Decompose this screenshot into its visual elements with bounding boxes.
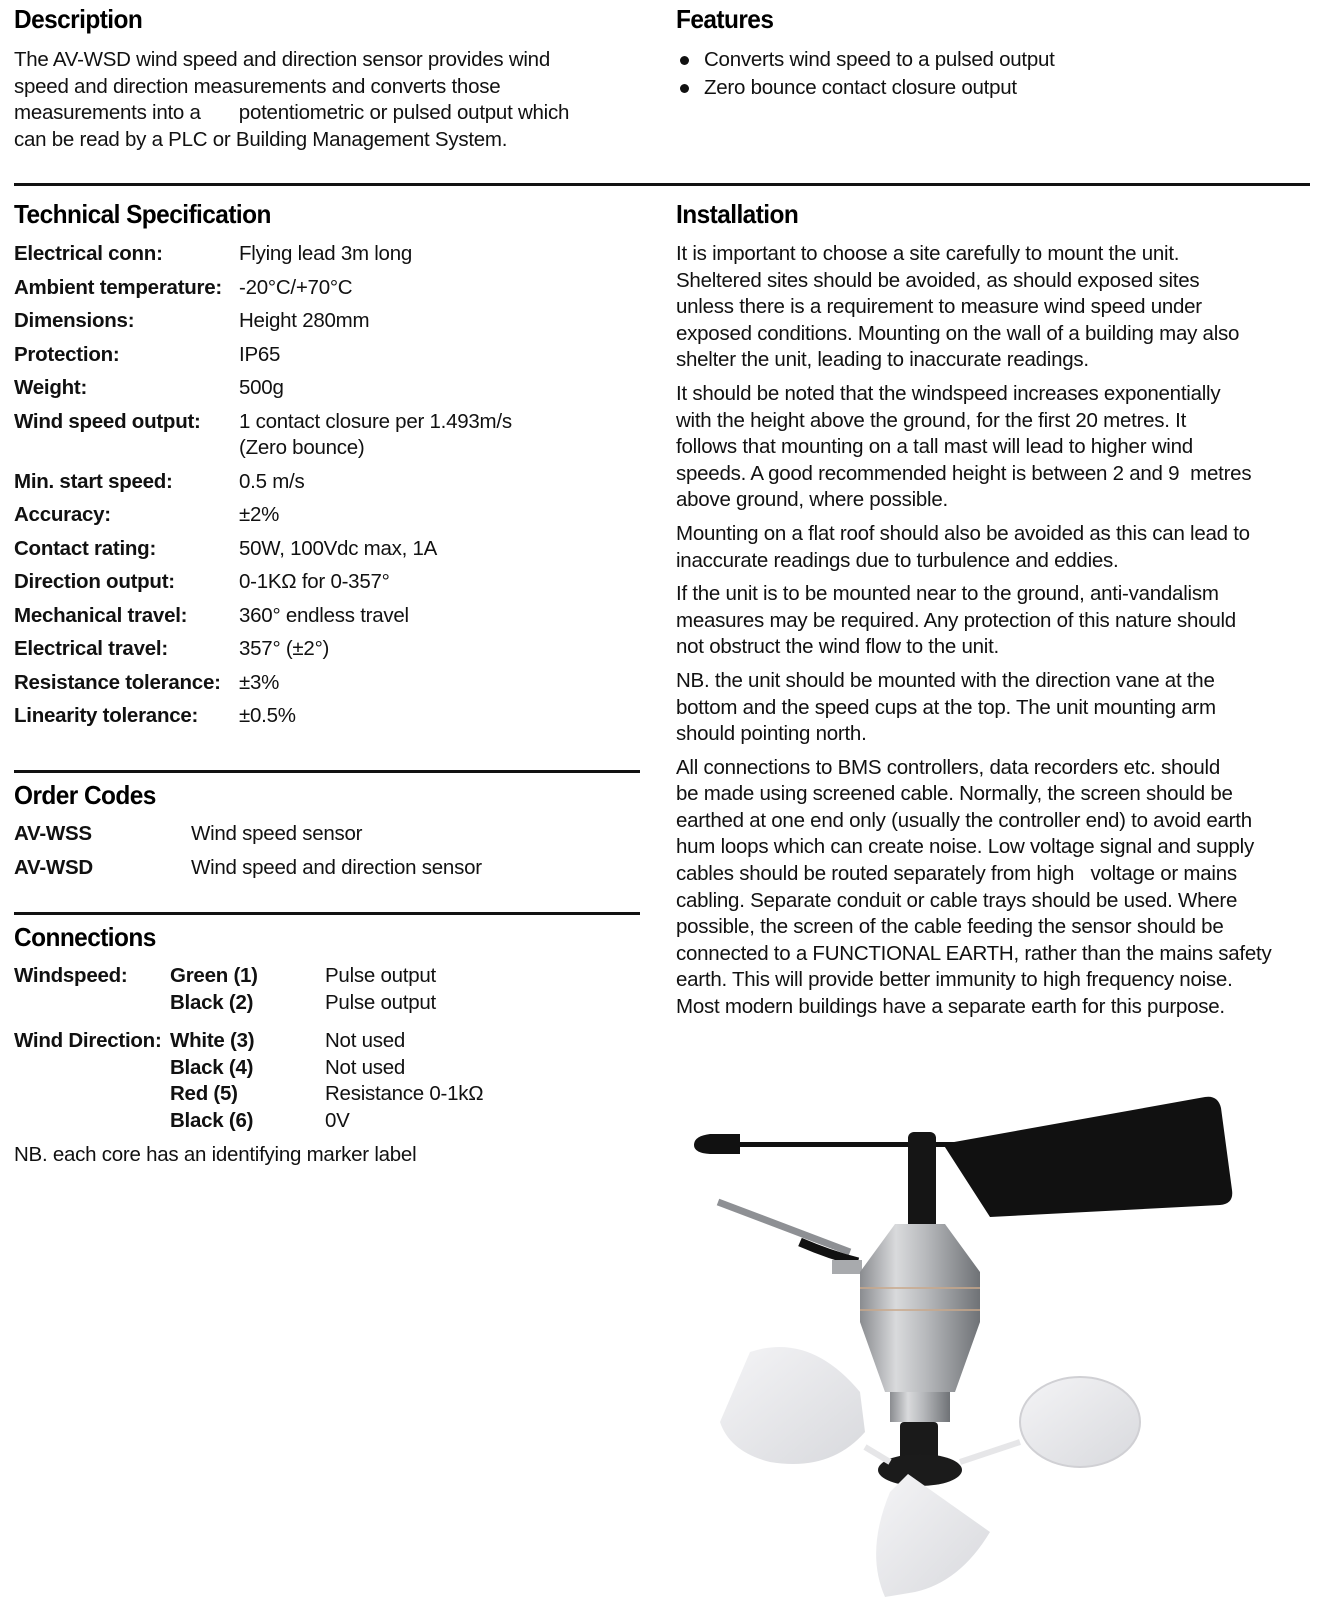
description-text bbox=[14, 47, 640, 153]
order-codes-heading: Order Codes bbox=[14, 780, 156, 810]
installation-line: above ground, where possible. bbox=[676, 488, 948, 512]
spec-value: ±0.5% bbox=[239, 704, 296, 727]
wire-label: Black (4) bbox=[170, 1055, 254, 1079]
spec-row bbox=[14, 703, 640, 730]
spec-label: Ambient temperature: bbox=[14, 275, 223, 299]
spec-row bbox=[14, 409, 640, 462]
installation-heading: Installation bbox=[676, 199, 799, 229]
wire-function: Pulse output bbox=[325, 964, 436, 987]
wire-label: Black (6) bbox=[170, 1108, 254, 1132]
installation-line: hum loops which can create noise. Low voltage signal and supply bbox=[676, 835, 1254, 859]
connection-group-label: Windspeed: bbox=[14, 964, 128, 987]
description-line: The AV-WSD wind speed and direction sensor provides wind bbox=[14, 48, 550, 71]
spec-label: Mechanical travel: bbox=[14, 603, 188, 627]
connection-group-windspeed bbox=[14, 963, 640, 1016]
spec-row bbox=[14, 536, 640, 563]
installation-line: Mounting on a flat roof should also be avoided as this can lead to bbox=[676, 521, 1250, 545]
installation-line: with the height above the ground, for the first 20 metres. It bbox=[676, 408, 1187, 432]
order-code-row bbox=[14, 855, 640, 882]
spec-row bbox=[14, 241, 640, 268]
installation-line: shelter the unit, leading to inaccurate readings. bbox=[676, 348, 1089, 372]
spec-label: Electrical travel: bbox=[14, 637, 168, 660]
order-code-description: Wind speed and direction sensor bbox=[191, 855, 482, 879]
features-list bbox=[676, 46, 1316, 102]
connections-section bbox=[14, 922, 640, 1169]
installation-paragraph bbox=[676, 381, 1316, 514]
installation-line: Most modern buildings have a separate earth for this purpose. bbox=[676, 995, 1225, 1019]
connections-table bbox=[14, 963, 640, 1169]
installation-paragraph bbox=[676, 241, 1316, 374]
installation-line: All connections to BMS controllers, data recorders etc. should bbox=[676, 755, 1220, 779]
connections-note: NB. each core has an identifying marker label bbox=[14, 1143, 417, 1166]
description-line: can be read by a PLC or Building Management System. bbox=[14, 127, 508, 151]
product-image bbox=[690, 1092, 1270, 1602]
direction-vane bbox=[694, 1097, 1232, 1232]
spec-label: Contact rating: bbox=[14, 536, 157, 560]
order-codes-table bbox=[14, 821, 640, 881]
spec-value: 50W, 100Vdc max, 1A bbox=[239, 536, 438, 560]
spec-value: 357° (±2°) bbox=[239, 637, 330, 660]
wire-function: 0V bbox=[325, 1108, 350, 1132]
installation-line: earth. This will provide better immunity to high frequency noise. bbox=[676, 968, 1233, 992]
spec-label: Resistance tolerance: bbox=[14, 670, 221, 694]
spec-value: 360° endless travel bbox=[239, 603, 409, 627]
section-divider bbox=[14, 912, 640, 915]
feature-item bbox=[676, 46, 1316, 74]
spec-row bbox=[14, 670, 640, 697]
description-heading: Description bbox=[14, 4, 143, 34]
spec-value: ±2% bbox=[239, 503, 280, 526]
feature-text: Converts wind speed to a pulsed output bbox=[704, 48, 1055, 71]
feature-item bbox=[676, 74, 1316, 102]
installation-line: be made using screened cable. Normally, the screen should be bbox=[676, 782, 1233, 806]
wire-function: Not used bbox=[325, 1029, 406, 1052]
installation-line: Sheltered sites should be avoided, as should exposed sites bbox=[676, 268, 1200, 292]
connection-row bbox=[14, 963, 640, 990]
wire-function: Resistance 0-1kΩ bbox=[325, 1082, 484, 1105]
spec-value: -20°C/+70°C bbox=[239, 275, 353, 299]
spec-label: Weight: bbox=[14, 376, 88, 399]
connection-row bbox=[14, 1055, 640, 1082]
installation-line: unless there is a requirement to measure wind speed under bbox=[676, 295, 1202, 319]
description-line: measurements into a potentiometric or pulsed output which bbox=[14, 101, 570, 125]
section-divider bbox=[14, 183, 1310, 186]
installation-paragraph bbox=[676, 581, 1316, 661]
installation-line: exposed conditions. Mounting on the wall of a building may also bbox=[676, 321, 1240, 345]
section-divider bbox=[14, 770, 640, 773]
installation-section bbox=[676, 199, 1316, 1028]
bullet-icon bbox=[680, 84, 689, 93]
order-code: AV-WSD bbox=[14, 855, 93, 879]
spec-table bbox=[14, 241, 640, 730]
spec-label: Wind speed output: bbox=[14, 409, 201, 433]
connection-group-label: Wind Direction: bbox=[14, 1029, 162, 1052]
features-section bbox=[676, 4, 1316, 102]
installation-line: NB. the unit should be mounted with the direction vane at the bbox=[676, 668, 1215, 692]
technical-specification-section bbox=[14, 199, 640, 737]
installation-line: measures may be required. Any protection of this nature should bbox=[676, 608, 1236, 632]
spec-row bbox=[14, 275, 640, 302]
spec-label: Accuracy: bbox=[14, 503, 111, 526]
installation-line: should pointing north. bbox=[676, 722, 867, 746]
spec-label: Dimensions: bbox=[14, 309, 135, 332]
wire-label: White (3) bbox=[170, 1029, 255, 1052]
connection-row bbox=[14, 990, 640, 1017]
installation-line: It should be noted that the windspeed increases exponentially bbox=[676, 381, 1221, 405]
connection-row bbox=[14, 1108, 640, 1135]
installation-line: earthed at one end only (usually the controller end) to avoid earth bbox=[676, 808, 1252, 832]
spec-row bbox=[14, 636, 640, 663]
installation-paragraph bbox=[676, 521, 1316, 574]
spec-value: IP65 bbox=[239, 342, 281, 366]
installation-line: cables should be routed separately from high voltage or mains bbox=[676, 862, 1237, 886]
installation-line: If the unit is to be mounted near to the ground, anti-vandalism bbox=[676, 582, 1219, 606]
bullet-icon bbox=[680, 56, 689, 65]
technical-specification-heading: Technical Specification bbox=[14, 199, 271, 229]
spec-label: Linearity tolerance: bbox=[14, 704, 199, 727]
installation-line: bottom and the speed cups at the top. The unit mounting arm bbox=[676, 695, 1216, 719]
spec-label: Min. start speed: bbox=[14, 469, 173, 493]
spec-row bbox=[14, 375, 640, 402]
spec-row bbox=[14, 469, 640, 496]
spec-row bbox=[14, 342, 640, 369]
spec-value: ±3% bbox=[239, 670, 280, 694]
connections-heading: Connections bbox=[14, 922, 156, 952]
installation-line: possible, the screen of the cable feeding the sensor should be bbox=[676, 915, 1224, 939]
spec-value: 500g bbox=[239, 376, 284, 399]
wire-label: Black (2) bbox=[170, 990, 254, 1014]
spec-row bbox=[14, 502, 640, 529]
order-codes-section bbox=[14, 780, 640, 888]
order-code-row bbox=[14, 821, 640, 848]
spec-value: 1 contact closure per 1.493m/s (Zero bounce) bbox=[239, 409, 512, 459]
spec-row bbox=[14, 603, 640, 630]
installation-paragraph bbox=[676, 755, 1316, 1021]
wire-function: Not used bbox=[325, 1055, 406, 1079]
installation-line: connected to a FUNCTIONAL EARTH, rather than the mains safety bbox=[676, 941, 1272, 965]
installation-line: not obstruct the wind flow to the unit. bbox=[676, 635, 999, 659]
spec-value: Flying lead 3m long bbox=[239, 242, 413, 265]
installation-line: It is important to choose a site carefully to mount the unit. bbox=[676, 242, 1180, 265]
connection-group-wind-direction bbox=[14, 1028, 640, 1134]
installation-line: inaccurate readings due to turbulence and eddies. bbox=[676, 548, 1119, 572]
spec-label: Protection: bbox=[14, 342, 120, 366]
spec-row bbox=[14, 308, 640, 335]
installation-paragraph bbox=[676, 668, 1316, 748]
spec-value: 0.5 m/s bbox=[239, 469, 305, 493]
wire-function: Pulse output bbox=[325, 990, 436, 1014]
installation-line: cabling. Separate conduit or cable trays should be used. Where bbox=[676, 888, 1238, 912]
features-heading: Features bbox=[676, 4, 774, 34]
spec-row bbox=[14, 569, 640, 596]
spec-label: Electrical conn: bbox=[14, 242, 163, 265]
description-line: speed and direction measurements and converts those bbox=[14, 74, 501, 98]
installation-line: follows that mounting on a tall mast will lead to higher wind bbox=[676, 435, 1193, 459]
order-code: AV-WSS bbox=[14, 822, 92, 845]
feature-text: Zero bounce contact closure output bbox=[704, 76, 1017, 99]
spec-value: Height 280mm bbox=[239, 309, 370, 332]
wire-label: Green (1) bbox=[170, 964, 258, 987]
order-code-description: Wind speed sensor bbox=[191, 822, 363, 845]
connection-row bbox=[14, 1081, 640, 1108]
connection-row bbox=[14, 1028, 640, 1055]
wire-label: Red (5) bbox=[170, 1082, 238, 1105]
description-section bbox=[14, 4, 640, 153]
spec-value: 0-1KΩ for 0-357° bbox=[239, 570, 390, 593]
spec-label: Direction output: bbox=[14, 570, 175, 593]
installation-text bbox=[676, 241, 1316, 1021]
installation-line: speeds. A good recommended height is between 2 and 9 metres bbox=[676, 461, 1252, 485]
